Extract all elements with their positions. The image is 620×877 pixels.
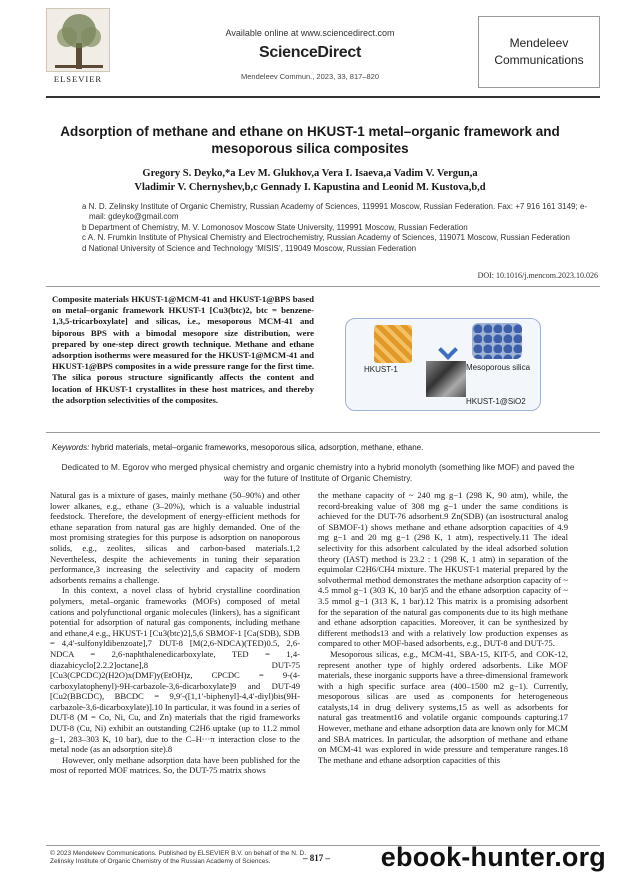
watermark-text: ebook-hunter.org: [380, 842, 606, 872]
body-paragraph: Mesoporous silicas, e.g., MCM-41, SBA-15, KIT-5, and COK-12, represent another type of highly ordered adsorbents. Like MOF materials, these inorganic supports have a three-dimensional framework with a high specific surface area (400–1500 m2 g−1). Currently, mesoporous silicas are used as components for heterogeneous catalysts,14 in drug delivery systems,15 as well as adsorbents for natural gas treatment16 and volatile organic compounds capturing.17 However, methane and ethane adsorption data are known only for MCM and SBA matrices. In particular, the adsorption of methane and ethane on MCM-41 was explored in wide pressure and temperature ranges.18 The methane and ethane adsorption capacities of this: [318, 648, 568, 765]
affiliations: [82, 202, 592, 254]
authors-line-1: Gregory S. Deyko,*a Lev M. Glukhov,a Vera I. Isaeva,a Vadim V. Vergun,a: [142, 168, 478, 179]
affiliation-a: a N. D. Zelinsky Institute of Organic Chemistry, Russian Academy of Sciences, 119991 Moscow, Russian Federation. Fax: +7 916 161 3149; e-mail: gdeyko@gmail.com: [82, 202, 588, 222]
copyright-notice: © 2023 Mendeleev Communications. Published by ELSEVIER B.V. on behalf of the N. D. Zelinsky Institute of Organic Chemistry of the Russian Academy of Sciences.: [50, 850, 307, 865]
elsevier-wordmark: ELSEVIER: [53, 74, 103, 84]
author-list: [60, 167, 560, 195]
abstract-text: Composite materials HKUST-1@MCM-41 and HKUST-1@BPS based on metal–organic framework HKUST-1 [Cu3(btc)2, btc = benzene-1,3,5-tricarboxylate] and silicas, i.e., mesoporous MCM-41 and biporous BPS with a bimodal mesopore size distribution, were prepared by one-step direct growth technique. Methane and ethane adsorption isotherms were measured for the HKUST-1@MCM-41 and HKUST-1@BPS composites in a wide pressure range for the first time. The silica porous structure significantly affects the content and location of HKUST-1 crystallites in these host matrices, and thereby the adsorption selectivities of the composites.: [52, 294, 314, 405]
keywords-label: Keywords:: [52, 443, 90, 452]
body-column-left: [50, 490, 300, 776]
sciencedirect-logo[interactable]: ScienceDirect: [259, 44, 361, 61]
journal-name-line1: Mendeleev: [509, 36, 569, 50]
keywords-line: [52, 443, 600, 452]
doi-link[interactable]: DOI: 10.1016/j.mencom.2023.10.026: [477, 271, 598, 280]
arrow-down-icon: [438, 340, 458, 360]
header-center: [150, 28, 470, 81]
abstract-bottom-divider: [46, 432, 600, 433]
abstract-top-divider: [46, 286, 600, 287]
available-online-link[interactable]: Available online at www.sciencedirect.com: [225, 28, 395, 38]
journal-name-line2: Communications: [494, 53, 584, 67]
body-paragraph: In this context, a novel class of hybrid crystalline coordination polymers, metal–organic frameworks (MOFs) composed of metal cations and polyfunctional organic molecules (linkers), has a significant potential for adsorption of natural gas components, including methane and ethane,4 e.g., HKUST-1 [Cu3(btc)2],5,6 SBMOF-1 [Ca(SDB), SDB = 4,4′-sulfonyldibenzoate],7 DUT-8 [M(2,6-NDCA)(TED)0.5, 2,6-NDCA = 2,6-naphthalenedicarboxylate, TED = 1,4-diazabicyclo[2.2.2]octane],8 DUT-75 [Cu3(CPCDC)2(H2O)x(DMF)y(EtOH)z, CPCDC = 9-(4-carboxylatophenyl)-9H-carbazole-3,6-dicarboxylate]9 and DUT-49 [Cu2(BBCDC), BBCDC = 9,9′-([1,1′-biphenyl]-4,4′-diyl)bis(9H-carbazole-3,6-dicarboxylate)].10 In particular, it was found in a series of DUT-8 (M = Co, Ni, Cu, and Zn) materials that the rigid frameworks DUT-8 (Cu, Ni) exhibit an outstanding C2H6 uptake (up to 11.2 mmol g−1, 283–303 K, 10 bar), due to the C–H···π interaction close to the metal node (as an adsorption site).8: [50, 585, 300, 755]
label-composite: HKUST-1@SiO2: [466, 397, 526, 406]
body-paragraph: Natural gas is a mixture of gases, mainly methane (50–90%) and other lower alkanes, e.g., ethane (3–20%), which is a valuable industrial feedstock. Therefore, the development of energy-efficient methods for ethane separation from natural gas are highly demanded. One of the most promising strategies for this purpose is adsorption on nanoporous solids, e.g., zeolites, silicas and carbon-based materials.1,2 Nevertheless, despite the achievements in tuning their separation performance,3 increasing the selectivity and capacity of modern adsorbents remains a challenge.: [50, 490, 300, 585]
page-number: – 817 –: [303, 853, 330, 863]
label-silica: Mesoporous silica: [466, 363, 531, 372]
body-paragraph: the methane capacity of ~ 240 mg g−1 (298 K, 90 atm), while, the record-breaking value of 308 mg g−1 under the same conditions is achieved for the DUT-76 adsorbent.9 Zn(SDB) (an isostructural analog of SBMOF-1) shows methane and ethane adsorption capacities of 4.9 mg g−1 and 20 mg g−1 (298 K, 1 atm), respectively.11 The ideal selectivity for this adsorbent calculated by the ideal adsorbed solution theory (IAST) method is 23.2 : 1 (298 K, 1 atm) in separation of the equimolar C2H6/CH4 mixture. The HKUST-1 material prepared by the solvothermal method demonstrates the methane adsorption capacity of ~ 4.5 mmol g−1 (303 K, 10 bar)5 and the ethane adsorption capacity of ~ 3.5 mmol g−1 (313 K, 1 bar).12 This matrix is a promising adsorbent for the separation of the natural gas components due to its high methane and ethane adsorption capacities. Moreover, it can be synthesized by different methods13 and with a relatively low production expenses as compared to other MOF-based adsorbents, e.g., DUT-8 and DUT-75.: [318, 490, 568, 649]
journal-title-box: [478, 16, 600, 88]
affiliation-c: c A. N. Frumkin Institute of Physical Chemistry and Electrochemistry, Russian Academy of Sciences, 119071 Moscow, Russian Federation: [82, 233, 570, 243]
journal-header: [0, 0, 620, 100]
label-hkust: HKUST-1: [364, 365, 398, 374]
elsevier-tree-icon: [46, 8, 110, 72]
body-paragraph: However, only methane adsorption data have been published for the most of reported MOF matrices. So, the DUT-75 matrix shows: [50, 754, 300, 776]
header-divider: [46, 96, 600, 98]
authors-line-2: Vladimir V. Chernyshev,b,c Gennady I. Kapustina and Leonid M. Kustova,b,d: [134, 182, 486, 193]
graphical-abstract: [345, 318, 541, 411]
article-title: Adsorption of methane and ethane on HKUST-1 metal–organic framework and mesoporous silica composites: [60, 124, 560, 156]
dedication: Dedicated to M. Egorov who merged physical chemistry and organic chemistry into a hybrid monolyth (something like MOF) and paved the way for the future of Institute of Organic Chemistry.: [61, 462, 575, 483]
journal-citation: Mendeleev Commun., 2023, 33, 817–820: [240, 72, 379, 81]
affiliation-b: b Department of Chemistry, M. V. Lomonosov Moscow State University, 119991 Moscow, Russian Federation: [82, 222, 468, 232]
tem-image-icon: [426, 361, 466, 397]
elsevier-logo[interactable]: [46, 8, 110, 90]
body-column-right: [318, 490, 568, 765]
affiliation-d: d National University of Science and Technology ‘MISIS’, 119049 Moscow, Russian Federation: [82, 243, 417, 253]
silica-pores-icon: [472, 323, 522, 359]
keywords-list: hybrid materials, metal–organic frameworks, mesoporous silica, adsorption, methane, ethane.: [91, 443, 424, 452]
mof-crystal-icon: [374, 325, 412, 363]
